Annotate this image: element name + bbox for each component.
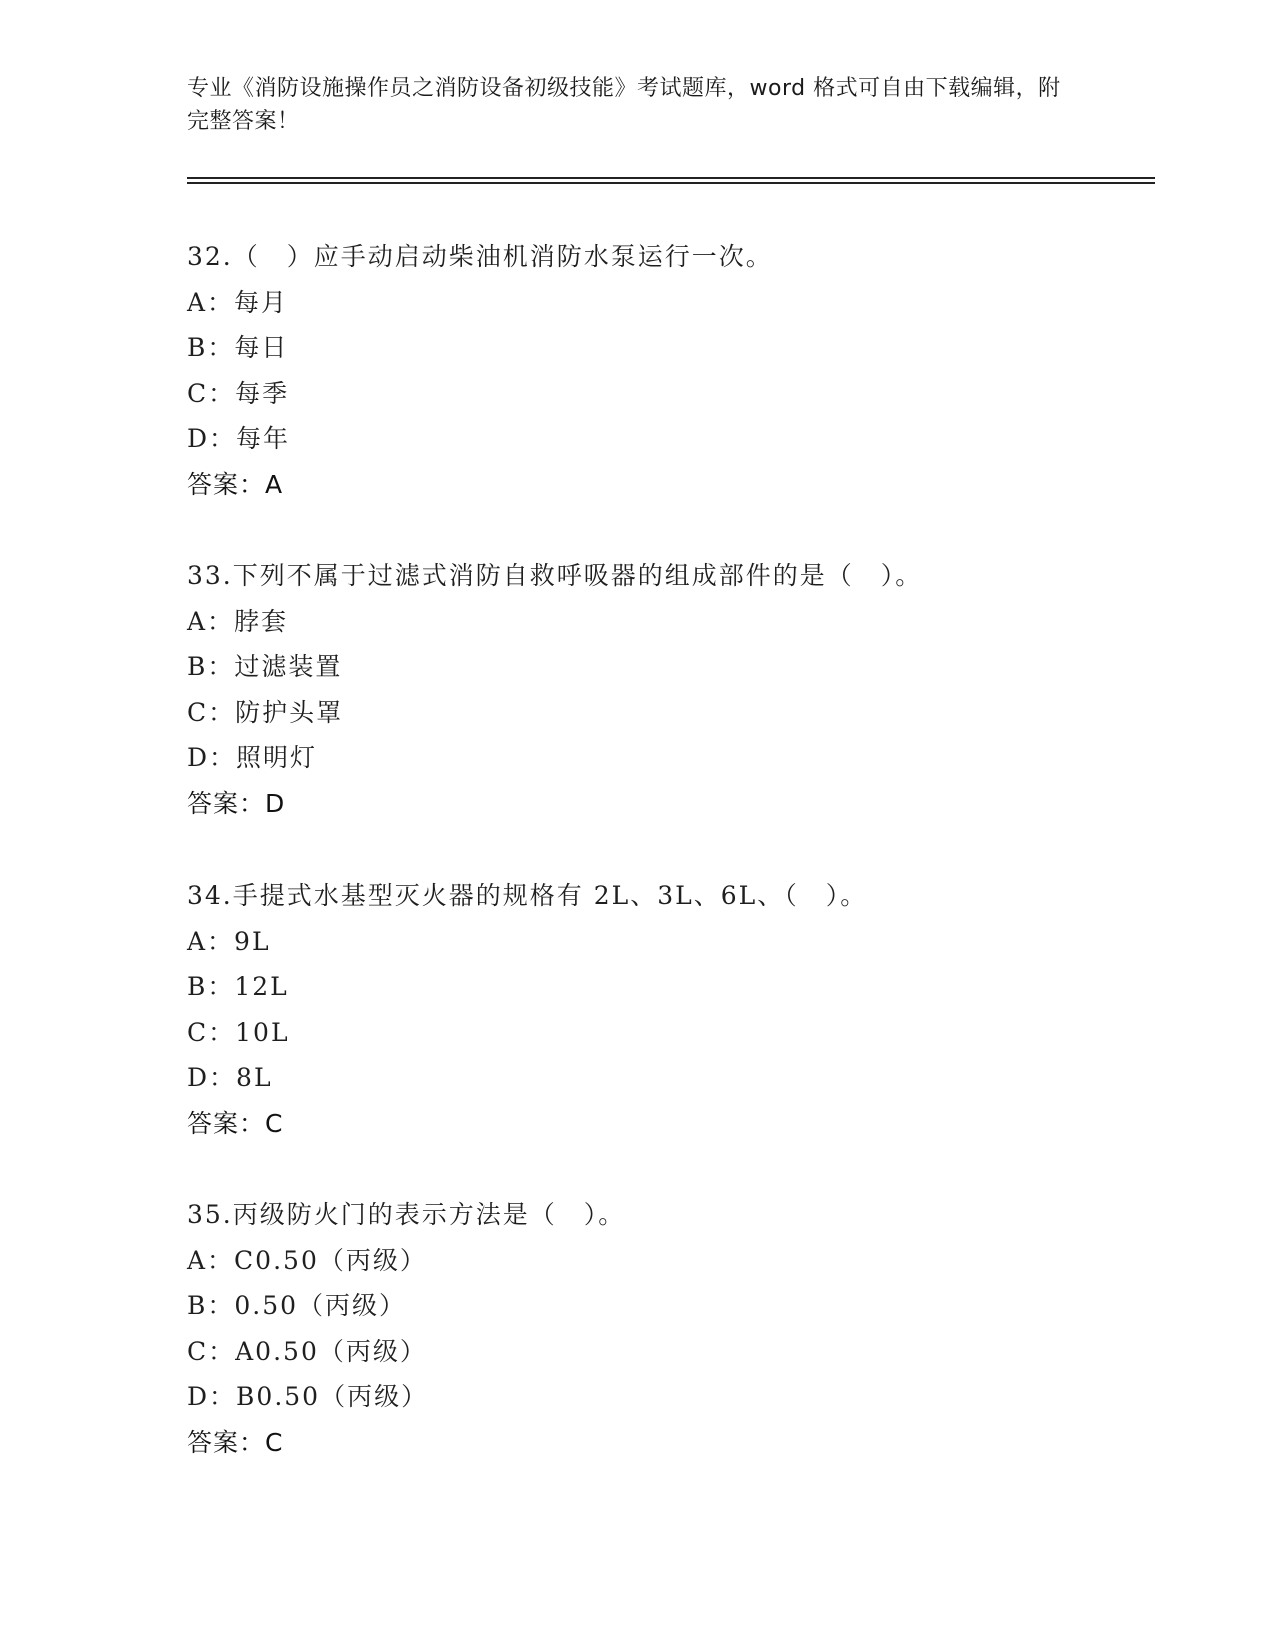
option-d: D：8L bbox=[187, 1063, 273, 1092]
question-title: 33.下列不属于过滤式消防自救呼吸器的组成部件的是（ ）。 bbox=[187, 561, 923, 590]
header-divider-top bbox=[187, 177, 1155, 179]
question-35 bbox=[187, 1192, 1147, 1465]
option-a: A：C0.50（丙级） bbox=[187, 1245, 427, 1275]
answer: 答案：C bbox=[187, 1108, 284, 1138]
option-a: A：9L bbox=[187, 926, 271, 956]
option-d: D：每年 bbox=[187, 424, 291, 453]
document-header: 专业《消防设施操作员之消防设备初级技能》考试题库，word 格式可自由下载编辑，附完整答案！ bbox=[187, 76, 1061, 134]
option-d: D：照明灯 bbox=[187, 743, 318, 772]
option-a: A：脖套 bbox=[187, 606, 289, 636]
option-c: C：防护头罩 bbox=[187, 697, 344, 727]
option-c: C：每季 bbox=[187, 378, 290, 408]
option-d: D：B0.50（丙级） bbox=[187, 1382, 429, 1411]
question-34 bbox=[187, 873, 1147, 1146]
answer: 答案：A bbox=[187, 469, 284, 499]
question-title: 34.手提式水基型灭火器的规格有 2L、3L、6L、（ ）。 bbox=[187, 881, 868, 910]
option-a: A：每月 bbox=[187, 287, 289, 317]
question-title: 35.丙级防火门的表示方法是（ ）。 bbox=[187, 1200, 626, 1229]
option-b: B：12L bbox=[187, 972, 289, 1001]
answer: 答案：D bbox=[187, 788, 286, 818]
option-b: B：每日 bbox=[187, 333, 289, 362]
header-divider-bottom bbox=[187, 182, 1155, 184]
question-title: 32.（ ）应手动启动柴油机消防水泵运行一次。 bbox=[187, 242, 773, 271]
option-c: C：10L bbox=[187, 1017, 290, 1047]
option-c: C：A0.50（丙级） bbox=[187, 1336, 427, 1366]
option-b: B：0.50（丙级） bbox=[187, 1291, 407, 1320]
option-b: B：过滤装置 bbox=[187, 652, 343, 681]
question-33 bbox=[187, 553, 1147, 826]
answer: 答案：C bbox=[187, 1427, 284, 1457]
question-32 bbox=[187, 234, 1147, 507]
